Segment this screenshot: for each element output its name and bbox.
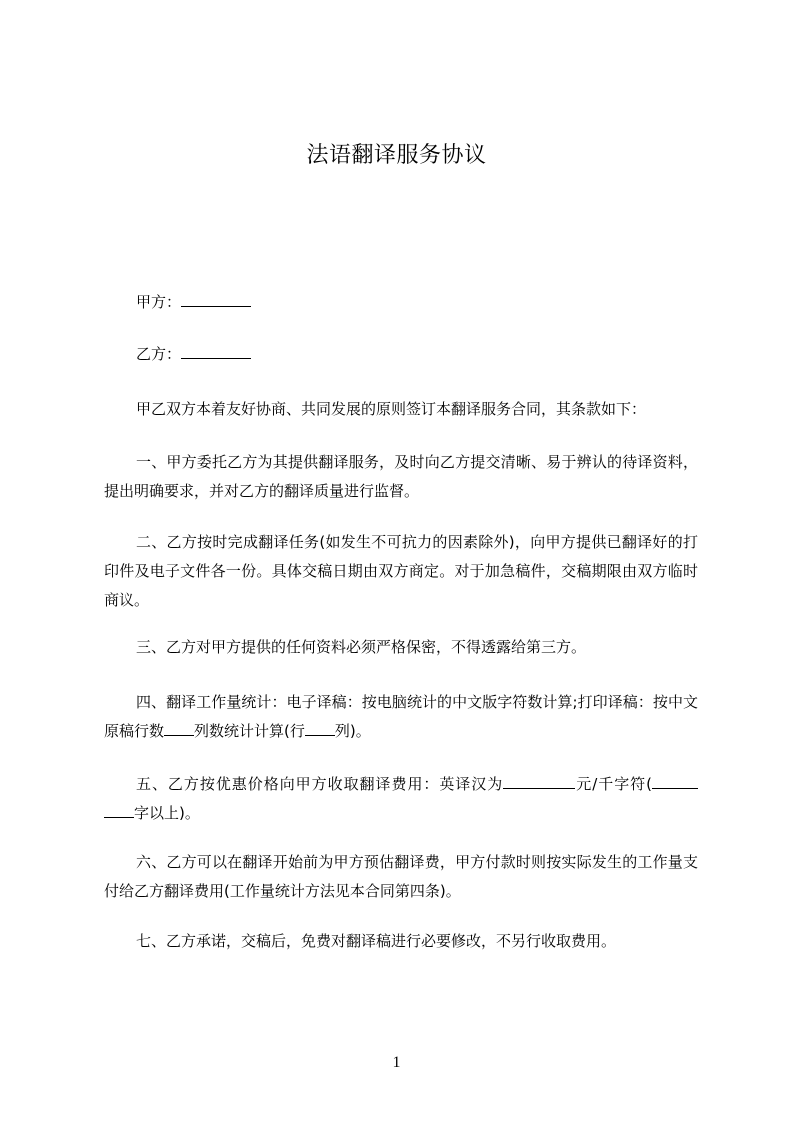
clause-4-text-3: 列)。 xyxy=(334,722,371,740)
page-number: 1 xyxy=(392,1054,401,1071)
clause-1: 一、甲方委托乙方为其提供翻译服务，及时向乙方提交清晰、易于辨认的待译资料，提出明确要求，并对乙方的翻译质量进行监督。 xyxy=(104,453,698,500)
intro-paragraph: 甲乙双方本着友好协商、共同发展的原则签订本翻译服务合同，其条款如下： xyxy=(136,400,647,418)
clause-4-text-1: 四、翻译工作量统计：电子译稿：按电脑统计的中文版字符数计算;打印译稿：按中文原稿行数 xyxy=(104,693,698,740)
party-a-line xyxy=(104,288,698,317)
clause-4-blank-rows xyxy=(164,718,194,736)
clause-6: 六、乙方可以在翻译开始前为甲方预估翻译费，甲方付款时则按实际发生的工作量支付给乙方翻译费用(工作量统计方法见本合同第四条)。 xyxy=(104,853,698,900)
party-b-label: 乙方： xyxy=(136,345,182,363)
clause-2: 二、乙方按时完成翻译任务(如发生不可抗力的因素除外)，向甲方提供已翻译好的打印件及电子文件各一份。具体交稿日期由双方商定。对于加急稿件，交稿期限由双方临时商议。 xyxy=(104,533,698,609)
party-a-label: 甲方： xyxy=(136,293,182,311)
clause-3: 三、乙方对甲方提供的任何资料必须严格保密，不得透露给第三方。 xyxy=(136,638,587,656)
clause-5-blank-min-chars-b xyxy=(104,800,134,818)
party-b-blank xyxy=(181,341,251,359)
clause-4-blank-row-count xyxy=(305,718,335,736)
clause-4-text-2: 列数统计计算(行 xyxy=(194,722,305,740)
clause-5-text-3: 字以上)。 xyxy=(134,804,200,822)
clause-5-blank-min-chars-a xyxy=(652,771,698,789)
document-title: 法语翻译服务协议 xyxy=(306,143,487,168)
clause-5-text-1: 五、乙方按优惠价格向甲方收取翻译费用：英译汉为 xyxy=(136,775,504,793)
clause-5-text-2: 元/千字符( xyxy=(575,775,652,793)
party-a-blank xyxy=(181,289,251,307)
clause-5-blank-price xyxy=(503,771,575,789)
clause-7: 七、乙方承诺，交稿后，免费对翻译稿进行必要修改，不另行收取费用。 xyxy=(136,932,617,950)
party-b-line xyxy=(104,340,698,369)
clause-4 xyxy=(104,688,698,746)
clause-5 xyxy=(104,770,698,828)
